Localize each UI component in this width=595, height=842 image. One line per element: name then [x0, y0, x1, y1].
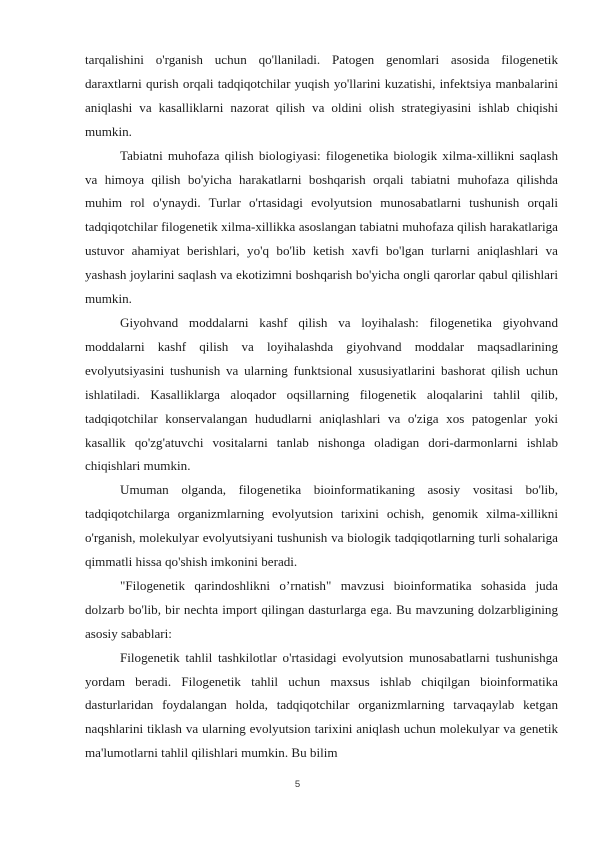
paragraph-phylogenetic-analysis: Filogenetik tahlil tashkilotlar o'rtasidagi evolyutsion munosabatlarni tushunishga yordam beradi. Filogenetik tahlil uchun maxsus ishlab chiqilgan bioinformatika dasturlaridan foydalangan holda, tadqiqotchilar organizmlarning tarvaqaylab ketgan naqshlarini tiklash va ularning evolyutsion tarixini aniqlash uchun molekulyar va genetik ma'lumotlarni tahlil qilishlari mumkin. Bu bilim: [85, 649, 558, 761]
paragraph-summary: Umuman olganda, filogenetika bioinformatikaning asosiy vositasi bo'lib, tadqiqotchilarga organizmlarning evolyutsion tarixini ochish, genomik xilma-xillikni o'rganish, molekulyar evolyutsiyani tushunish va biologik tadqiqotlarning turli sohalariga qimmatli hissa qo'shish imkonini beradi.: [85, 482, 558, 570]
body-text: [85, 48, 558, 765]
paragraph-drug-discovery: Giyohvand moddalarni kashf qilish va loyihalash: filogenetika giyohvand moddalarni kashf qilish va loyihalashda giyohvand moddalar maqsadlarining evolyutsiyasini tushunish va ularning funktsional xususiyatlarini bashorat qilish uchun ishlatiladi. Kasalliklarga aloqador oqsillarning filogenetik aloqalarini tahlil qilib, tadqiqotchilar konservalangan hududlarni aniqlashlari va o'ziga xos patogenlar yoki kasallik qo'zg'atuvchi vositalarni tanlab nishonga oladigan dori-darmonlarni ishlab chiqishlari mumkin.: [85, 314, 558, 474]
paragraph-topic-relevance: "Filogenetik qarindoshlikni o’rnatish" mavzusi bioinformatika sohasida juda dolzarb bo'lib, bir nechta import qilingan dasturlarga ega. Bu mavzuning dolzarbligining asosiy sabablari:: [85, 577, 558, 641]
paragraph-continuation: tarqalishini o'rganish uchun qo'llaniladi. Patogen genomlari asosida filogenetik daraxtlarni qurish orqali tadqiqotchilar yuqish yo'llarini kuzatishi, infektsiya manbalarini aniqlashi va kasalliklarni nazorat qilish va oldini olish strategiyasini ishlab chiqishi mumkin.: [85, 52, 558, 139]
paragraph-conservation-biology: Tabiatni muhofaza qilish biologiyasi: filogenetika biologik xilma-xillikni saqlash va himoya qilish bo'yicha harakatlarni boshqarish orqali tabiatni muhofaza qilishda muhim rol o'ynaydi. Turlar o'rtasidagi evolyutsion munosabatlarni tushunish orqali tadqiqotchilar filogenetik xilma-xillikka asoslangan tabiatni muhofaza qilish harakatlariga ustuvor ahamiyat berishlari, yo'q bo'lib ketish xavfi bo'lgan turlarni aniqlashlari va yashash joylarini saqlash va ekotizimni boshqarish bo'yicha ongli qarorlar qabul qilishlari mumkin.: [85, 147, 558, 307]
page-number: 5: [294, 779, 301, 790]
